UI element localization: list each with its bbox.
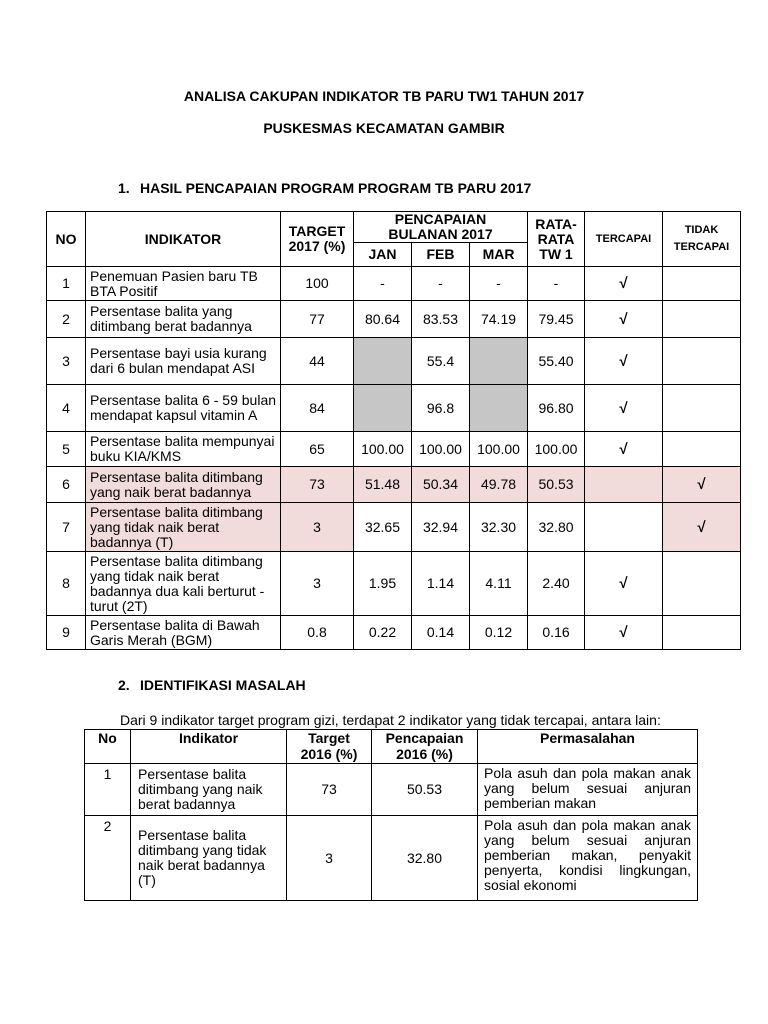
cell-feb: 96.8: [412, 385, 470, 432]
problem-table: [84, 729, 698, 901]
cell-rata: 79.45: [528, 301, 585, 338]
cell-mar: -: [470, 267, 528, 301]
cell-jan: [354, 385, 412, 432]
header-tercapai: TERCAPAI: [585, 212, 663, 267]
cell-feb: -: [412, 267, 470, 301]
cell-tercapai: √: [585, 301, 663, 338]
header-tidak-tercapai: TIDAK TERCAPAI: [663, 212, 741, 267]
table-row: [47, 385, 741, 432]
cell-no: 9: [47, 616, 86, 650]
cell-tercapai: √: [585, 432, 663, 467]
cell-mar: 74.19: [470, 301, 528, 338]
cell-jan: -: [354, 267, 412, 301]
cell-jan: 0.22: [354, 616, 412, 650]
header-rata-rata: RATA-RATA TW 1: [528, 212, 585, 267]
table-row: [47, 338, 741, 385]
cell-rata: 50.53: [528, 467, 585, 503]
cell-no: 2: [85, 816, 131, 901]
cell-no: 3: [47, 338, 86, 385]
cell-no: 5: [47, 432, 86, 467]
cell-tidak-tercapai: [663, 301, 741, 338]
section-1-label: HASIL PENCAPAIAN PROGRAM PROGRAM TB PARU 2017: [140, 180, 532, 196]
table-row: [47, 267, 741, 301]
cell-tercapai: √: [585, 338, 663, 385]
cell-target: 73: [287, 764, 372, 816]
cell-indikator: Persentase balita 6 - 59 bulan mendapat kapsul vitamin A: [86, 385, 281, 432]
cell-target: 84: [281, 385, 354, 432]
cell-target: 0.8: [281, 616, 354, 650]
cell-tercapai: √: [585, 267, 663, 301]
cell-feb: 32.94: [412, 503, 470, 552]
cell-jan: 80.64: [354, 301, 412, 338]
document-title: ANALISA CAKUPAN INDIKATOR TB PARU TW1 TAHUN 2017: [183, 88, 585, 104]
cell-no: 1: [47, 267, 86, 301]
table-row: [85, 764, 698, 816]
cell-rata: 96.80: [528, 385, 585, 432]
header-feb: FEB: [412, 243, 470, 267]
table-row: [47, 503, 741, 552]
cell-feb: 1.14: [412, 552, 470, 616]
section-1-number: 1.: [118, 180, 130, 196]
header-no: NO: [47, 212, 86, 267]
header-mar: MAR: [470, 243, 528, 267]
header-target: Target 2016 (%): [287, 730, 372, 764]
header-pencapaian: PENCAPAIAN BULANAN 2017: [354, 212, 528, 243]
cell-indikator: Penemuan Pasien baru TB BTA Positif: [86, 267, 281, 301]
cell-target: 65: [281, 432, 354, 467]
cell-indikator: Persentase balita yang ditimbang berat badannya: [86, 301, 281, 338]
cell-no: 6: [47, 467, 86, 503]
section-2-number: 2.: [118, 677, 130, 693]
cell-tercapai: √: [585, 616, 663, 650]
achievement-table: [46, 211, 741, 650]
cell-tercapai: √: [585, 385, 663, 432]
header-target: TARGET 2017 (%): [281, 212, 354, 267]
header-indikator: Indikator: [131, 730, 287, 764]
cell-target: 3: [281, 503, 354, 552]
cell-rata: 0.16: [528, 616, 585, 650]
cell-indikator: Persentase balita ditimbang yang tidak naik berat badannya (T): [131, 816, 287, 901]
cell-target: 100: [281, 267, 354, 301]
cell-target: 73: [281, 467, 354, 503]
cell-feb: 0.14: [412, 616, 470, 650]
intro-paragraph: Dari 9 indikator target program gizi, terdapat 2 indikator yang tidak tercapai, antara lain:: [120, 712, 661, 728]
cell-rata: 55.40: [528, 338, 585, 385]
cell-mar: 32.30: [470, 503, 528, 552]
cell-tidak-tercapai: √: [663, 467, 741, 503]
cell-rata: 100.00: [528, 432, 585, 467]
cell-rata: 32.80: [528, 503, 585, 552]
cell-jan: [354, 338, 412, 385]
cell-tidak-tercapai: [663, 552, 741, 616]
section-2-heading: [118, 677, 306, 693]
cell-tercapai: √: [585, 552, 663, 616]
cell-rata: 2.40: [528, 552, 585, 616]
header-no: No: [85, 730, 131, 764]
table-row: [47, 432, 741, 467]
cell-target: 3: [281, 552, 354, 616]
cell-jan: 1.95: [354, 552, 412, 616]
cell-permasalahan: Pola asuh dan pola makan anak yang belum sesuai anjuran pemberian makan: [478, 764, 698, 816]
cell-mar: 100.00: [470, 432, 528, 467]
cell-no: 8: [47, 552, 86, 616]
cell-tidak-tercapai: [663, 338, 741, 385]
cell-tidak-tercapai: √: [663, 503, 741, 552]
table-row: [47, 616, 741, 650]
cell-tercapai: [585, 503, 663, 552]
cell-tidak-tercapai: [663, 267, 741, 301]
cell-mar: 0.12: [470, 616, 528, 650]
table-row: [85, 816, 698, 901]
cell-pencapaian: 50.53: [372, 764, 478, 816]
cell-jan: 51.48: [354, 467, 412, 503]
cell-mar: [470, 338, 528, 385]
cell-mar: 49.78: [470, 467, 528, 503]
cell-no: 7: [47, 503, 86, 552]
cell-no: 1: [85, 764, 131, 816]
cell-tidak-tercapai: [663, 432, 741, 467]
header-jan: JAN: [354, 243, 412, 267]
cell-indikator: Persentase balita mempunyai buku KIA/KMS: [86, 432, 281, 467]
header-permasalahan: Permasalahan: [478, 730, 698, 764]
cell-tidak-tercapai: [663, 385, 741, 432]
cell-no: 2: [47, 301, 86, 338]
cell-permasalahan: Pola asuh dan pola makan anak yang belum sesuai anjuran pemberian makan, penyakit penyerta, kondisi lingkungan, sosial ekonomi: [478, 816, 698, 901]
cell-mar: 4.11: [470, 552, 528, 616]
cell-feb: 100.00: [412, 432, 470, 467]
cell-target: 77: [281, 301, 354, 338]
cell-tidak-tercapai: [663, 616, 741, 650]
cell-indikator: Persentase balita ditimbang yang tidak naik berat badannya dua kali berturut - turut (2T): [86, 552, 281, 616]
cell-feb: 50.34: [412, 467, 470, 503]
cell-target: 44: [281, 338, 354, 385]
cell-jan: 100.00: [354, 432, 412, 467]
cell-indikator: Persentase balita ditimbang yang tidak naik berat badannya (T): [86, 503, 281, 552]
header-indikator: INDIKATOR: [86, 212, 281, 267]
table-row: [47, 467, 741, 503]
section-1-heading: [118, 180, 531, 196]
section-2-label: IDENTIFIKASI MASALAH: [140, 677, 306, 693]
cell-rata: -: [528, 267, 585, 301]
cell-tercapai: [585, 467, 663, 503]
cell-indikator: Persentase balita ditimbang yang naik berat badannya: [131, 764, 287, 816]
cell-jan: 32.65: [354, 503, 412, 552]
cell-no: 4: [47, 385, 86, 432]
table-row: [47, 552, 741, 616]
document-subtitle: PUSKESMAS KECAMATAN GAMBIR: [263, 120, 505, 136]
header-pencapaian: Pencapaian 2016 (%): [372, 730, 478, 764]
cell-indikator: Persentase bayi usia kurang dari 6 bulan mendapat ASI: [86, 338, 281, 385]
cell-target: 3: [287, 816, 372, 901]
cell-feb: 83.53: [412, 301, 470, 338]
cell-pencapaian: 32.80: [372, 816, 478, 901]
cell-indikator: Persentase balita di Bawah Garis Merah (BGM): [86, 616, 281, 650]
cell-feb: 55.4: [412, 338, 470, 385]
cell-mar: [470, 385, 528, 432]
cell-indikator: Persentase balita ditimbang yang naik berat badannya: [86, 467, 281, 503]
table-row: [47, 301, 741, 338]
